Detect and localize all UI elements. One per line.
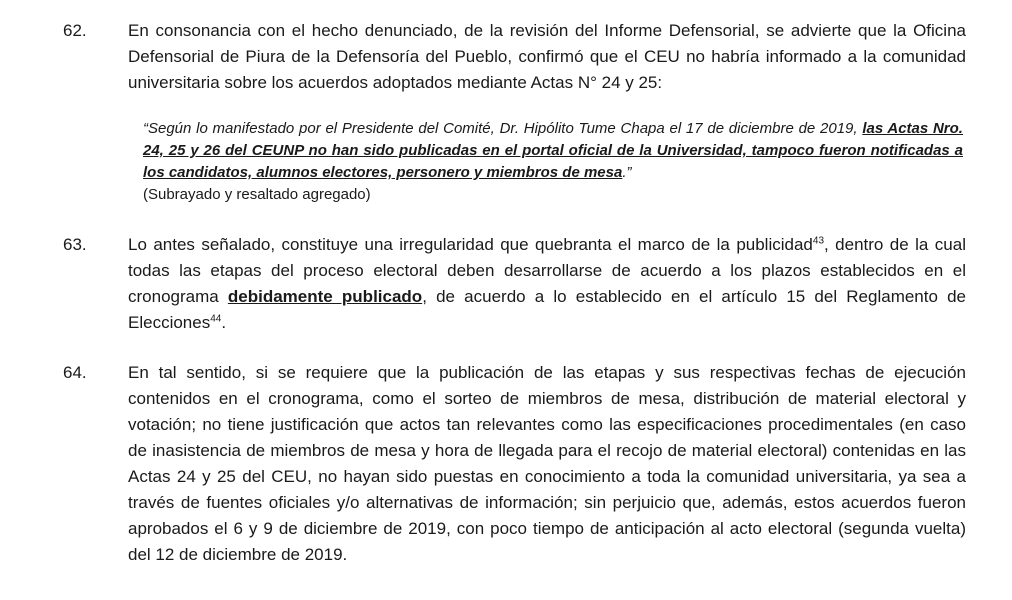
paragraph-text: En consonancia con el hecho denunciado, de la revisión del Informe Defensorial, se advierte que la Oficina Defensorial de Piura de la Defensoría del Pueblo, confirmó que el CEU no habría informado a la comunidad universitaria sobre los acuerdos adoptados mediante Actas N° 24 y 25: xyxy=(128,21,966,92)
quotation-underlined: las Actas Nro. 24, 25 y 26 del CEUNP no han sido publicadas en el portal oficial de la Universidad, tampoco fueron notificadas a los candidatos, alumnos electores, personero y miembros de mesa xyxy=(143,120,963,181)
quotation-text xyxy=(143,118,963,184)
paragraph-number: 64. xyxy=(63,363,87,382)
emphasized-phrase: debidamente publicado xyxy=(227,287,423,306)
paragraph-text xyxy=(128,232,966,336)
text-segment: . xyxy=(221,313,227,332)
paragraph-text: En tal sentido, si se requiere que la publicación de las etapas y sus respectivas fechas de ejecución contenidos en el cronograma, como el sorteo de miembros de mesa, distribución de material electoral y votación; no tiene justificación que actos tan relevantes como las especificaciones procedimentales (en caso de inasistencia de miembros de mesa y hora de llegada para el recojo de material electoral) contenidas en las Actas 24 y 25 del CEU, no hayan sido puestas en conocimiento a toda la comunidad universitaria, ya sea a través de fuentes oficiales y/o alternativas de información; sin perjuicio que, además, estos acuerdos fueron aprobados el 6 y 9 de diciembre de 2019, con poco tiempo de anticipación al acto electoral (segunda vuelta) del 12 de diciembre de 2019. xyxy=(128,363,966,564)
text-segment: Lo antes señalado, constituye una irregularidad que quebranta el marco de la publicidad xyxy=(128,235,813,254)
paragraph-number: 62. xyxy=(63,21,87,40)
quotation-plain: “Según lo manifestado por el Presidente del Comité, Dr. Hipólito Tume Chapa el 17 de diciembre de 2019, xyxy=(143,120,863,137)
emphasis-note: (Subrayado y resaltado agregado) xyxy=(143,186,371,203)
quotation-block xyxy=(143,118,963,206)
quotation-end: .” xyxy=(622,164,632,181)
text-segment: , de acuerdo a lo establecido en el artículo 15 del Reglamento de Elecciones xyxy=(128,287,967,332)
footnote-ref-43[interactable]: 43 xyxy=(812,235,825,247)
paragraph-number: 63. xyxy=(63,235,87,254)
text-segment: , dentro de la cual todas las etapas del proceso electoral deben desarrollarse de acuerdo a los plazos establecidos en el cronograma xyxy=(128,235,966,306)
footnote-ref-44[interactable]: 44 xyxy=(210,313,222,325)
